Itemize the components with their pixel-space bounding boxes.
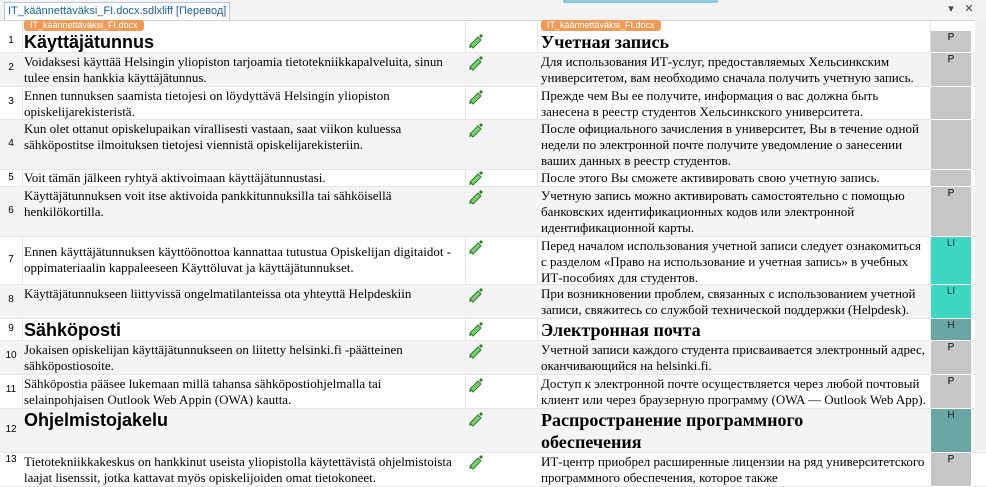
status-badge: H: [931, 319, 971, 341]
close-tab-icon[interactable]: ✕: [964, 2, 974, 15]
segment-number: 11: [5, 384, 17, 395]
segment-row-9[interactable]: [0, 319, 986, 341]
target-segment[interactable]: Доступ к электронной почте осуществляется через любой почтовый клиент или через браузерную программу (OWA — Outlook Web App).: [541, 376, 926, 407]
status-badge: [931, 120, 971, 170]
target-segment[interactable]: После официального зачисления в университет, Вы в течение одной недели по электронной почте получите уведомление о занесении ваших данных в реестр студентов.: [541, 121, 919, 168]
target-segment[interactable]: Для использования ИТ-услуг, предоставляемых Хельсинкским университетом, вам необходимо сначала получить учетную запись.: [541, 54, 914, 85]
source-segment: Jokaisen opiskelijan käyttäjätunnukseen on liitetty helsinki.fi -päätteinen sähköpostiosoite.: [24, 342, 403, 373]
confirmed-pen-icon: [468, 122, 484, 138]
target-segment[interactable]: Распространение программного обеспечения: [541, 410, 804, 452]
source-segment: Käyttäjätunnukseen liittyvissä ongelmatilanteissa ota yhteyttä Helpdeskiin: [24, 286, 412, 301]
segment-row-10[interactable]: [0, 341, 986, 375]
source-segment: Sähköpostia pääsee lukemaan millä tahansa sähköpostiohjelmalla tai selainpohjaisen Outlook Web Appin (OWA) kautta.: [24, 376, 382, 407]
confirmed-pen-icon: [468, 321, 484, 337]
document-tabbar: [0, 0, 986, 21]
segment-number: 9: [8, 323, 14, 334]
segment-row-7[interactable]: [0, 237, 986, 285]
segment-row-3[interactable]: [0, 87, 986, 120]
source-segment: Sähköposti: [24, 320, 122, 340]
source-segment: Voidaksesi käyttää Helsingin yliopiston tarjoamia tietotekniikkapalveluita, sinun tulee ensin hankkia käyttäjätunnus.: [24, 54, 443, 85]
target-segment[interactable]: ИТ-центр приобрел расширенные лицензии на ряд университетского программного обеспечения, которое также: [541, 454, 925, 485]
source-file-tag: IT_käännettäväksi_FI.docx: [24, 20, 144, 31]
target-segment[interactable]: После этого Вы сможете активировать свою учетную запись.: [541, 170, 880, 185]
status-badge: [931, 170, 971, 187]
confirmed-pen-icon: [468, 239, 484, 255]
confirmed-pen-icon: [468, 454, 484, 470]
segment-row-8[interactable]: [0, 285, 986, 319]
source-segment: Kun olet ottanut opiskelupaikan virallisesti vastaan, saat viikon kuluessa sähköpostitse ilmoituksen tietojesi viennistä opiskelijarekisteriin.: [24, 121, 402, 152]
segment-number: 13: [5, 454, 17, 465]
segment-row-1[interactable]: [0, 31, 986, 53]
target-segment[interactable]: Учетную запись можно активировать самостоятельно с помощью банковских идентификационных кодов или электронной идентификационной карты.: [541, 188, 905, 235]
confirmed-pen-icon: [468, 170, 484, 186]
segment-number: 4: [8, 138, 14, 149]
segment-row-5[interactable]: [0, 170, 986, 187]
tab-list-dropdown-icon[interactable]: ▾: [948, 2, 954, 15]
vertical-scrollbar[interactable]: [975, 20, 986, 450]
source-segment: Käyttäjätunnus: [24, 32, 155, 52]
segment-number: 3: [8, 96, 14, 107]
status-badge: LI: [931, 285, 971, 319]
status-badge: P: [931, 341, 971, 375]
confirmed-pen-icon: [468, 33, 484, 49]
status-badge: P: [931, 187, 971, 237]
segment-number: 12: [5, 424, 17, 435]
target-segment[interactable]: Перед началом использования учетной записи следует ознакомиться с разделом «Право на использование и учетная запись» в учебных ИТ-пособиях для студентов.: [541, 238, 921, 285]
source-segment: Voit tämän jälkeen ryhtyä aktivoimaan käyttäjätunnustasi.: [24, 170, 326, 185]
target-segment[interactable]: Учетная запись: [541, 32, 670, 52]
target-file-tag: IT_käännettäväksi_FI.docx: [541, 20, 661, 31]
status-badge: [931, 87, 971, 120]
target-segment[interactable]: Прежде чем Вы ее получите, информация о вас должна быть занесена в реестр студентов Хельсинкского университета.: [541, 88, 879, 119]
segment-row-12[interactable]: [0, 409, 986, 453]
source-segment: Tietotekniikkakeskus on hankkinut useista yliopistolla käytettävistä ohjelmistoista laajat lisenssit, jotka kattavat myös opiskelijoiden omat tietokoneet.: [24, 454, 452, 485]
source-segment: Ennen tunnuksen saamista tietojesi on löydyttävä Helsingin yliopiston opiskelijarekisteristä.: [24, 88, 390, 119]
segment-number: 7: [8, 254, 14, 265]
confirmed-pen-icon: [468, 343, 484, 359]
confirmed-pen-icon: [468, 377, 484, 393]
segment-number: 1: [8, 35, 14, 46]
status-badge: LI: [931, 237, 971, 285]
segment-number: 10: [5, 350, 17, 361]
segment-row-13[interactable]: [0, 453, 986, 487]
target-segment[interactable]: Электронная почта: [541, 320, 701, 340]
target-segment[interactable]: Учетной записи каждого студента присваивается электронный адрес, оканчивающийся на helsinki.fi.: [541, 342, 926, 373]
active-pane-indicator: [563, 0, 718, 3]
status-badge: P: [931, 53, 971, 87]
segment-row-4[interactable]: [0, 120, 986, 170]
segment-number: 8: [8, 294, 14, 305]
segment-row-6[interactable]: [0, 187, 986, 237]
editor-grid: [0, 20, 986, 485]
segment-row-2[interactable]: [0, 53, 986, 87]
status-badge: P: [931, 31, 971, 53]
confirmed-pen-icon: [468, 189, 484, 205]
status-badge: H: [931, 409, 971, 453]
segment-number: 2: [8, 62, 14, 73]
confirmed-pen-icon: [468, 89, 484, 105]
status-badge: P: [931, 375, 971, 409]
source-segment: Käyttäjätunnuksen voit itse aktivoida pankkitunnuksilla tai sähköisellä henkilökortilla.: [24, 188, 392, 219]
source-segment: Ohjelmistojakelu: [24, 410, 169, 430]
target-segment[interactable]: При возникновении проблем, связанных с использованием учетной записи, свяжитесь со службой технической поддержки (Helpdesk).: [541, 286, 916, 317]
document-tab[interactable]: IT_käännettäväksi_FI.docx.sdlxliff [Перевод]: [4, 2, 230, 20]
confirmed-pen-icon: [468, 287, 484, 303]
segment-number: 6: [8, 205, 14, 216]
source-segment: Ennen käyttäjätunnuksen käyttöönottoa kannattaa tutustua Opiskelijan digitaidot -oppimateriaalin kappaleeseen Käyttöluvat ja käyttäjätunnukset.: [24, 244, 452, 275]
confirmed-pen-icon: [468, 55, 484, 71]
segment-row-11[interactable]: [0, 375, 986, 409]
status-badge: P: [931, 453, 971, 487]
segment-number: 5: [8, 172, 14, 183]
confirmed-pen-icon: [468, 411, 484, 427]
